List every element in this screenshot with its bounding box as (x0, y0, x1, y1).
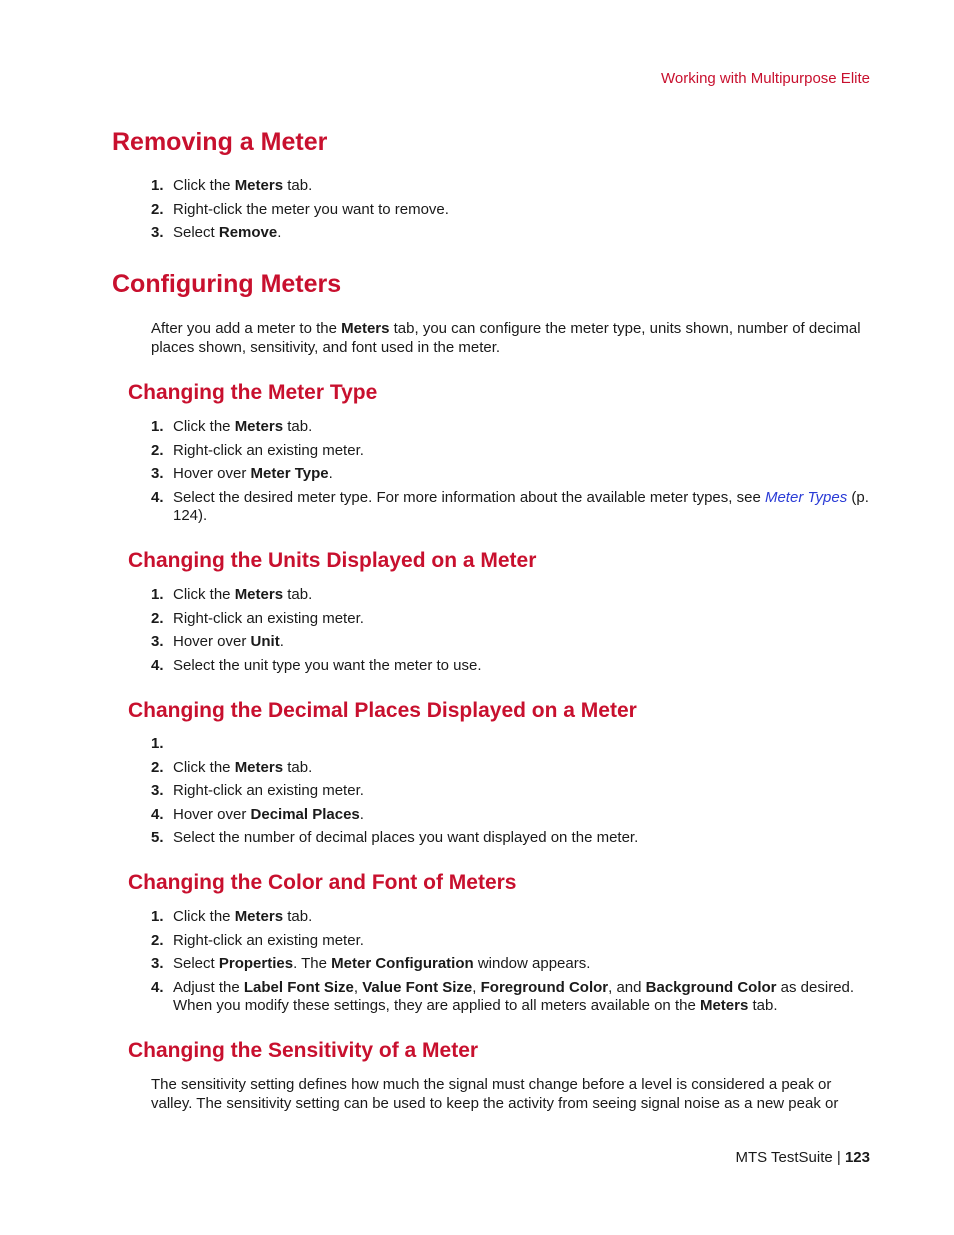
list-item: 3. Right-click an existing meter. (151, 782, 364, 799)
meter-types-link[interactable]: Meter Types (764, 488, 848, 506)
list-item: 4. Adjust the Label Font Size, Value Font Size, Foreground Color, and Background Color as desired. When you modify these settings, they are applied to all meters available on the Meters tab. (151, 978, 855, 1014)
list-item: 1. (151, 735, 164, 752)
list-item: 2. Right-click an existing meter. (151, 441, 364, 459)
steps-removing-meter (151, 177, 876, 243)
list-item: 3. Hover over Meter Type. (151, 465, 333, 482)
heading-color-font: Changing the Color and Font of Meters (128, 871, 517, 894)
heading-meter-type: Changing the Meter Type (128, 381, 378, 404)
list-item: 5. Select the number of decimal places you want displayed on the meter. (151, 829, 639, 846)
steps-decimal-places (151, 735, 876, 848)
list-item: 3. Select Remove. (151, 224, 282, 241)
list-item: 2. Right-click an existing meter. (151, 931, 364, 949)
list-item: 1. Click the Meters tab. (151, 418, 313, 435)
list-item: 3. Hover over Unit. (151, 633, 284, 650)
steps-units (151, 586, 876, 675)
configuring-intro: After you add a meter to the Meters tab, you can configure the meter type, units shown, number of decimal places shown, sensitivity, and font used in the meter. (151, 320, 861, 356)
footer-separator: | (832, 1149, 845, 1166)
list-item: 2. Click the Meters tab. (151, 758, 313, 776)
steps-color-font (151, 908, 876, 1016)
list-item: 2. Right-click an existing meter. (151, 609, 364, 627)
list-item: 1. Click the Meters tab. (151, 586, 313, 603)
list-item: 2. Right-click the meter you want to remove. (151, 200, 449, 218)
page-number: 123 (844, 1149, 870, 1166)
heading-configuring-meters: Configuring Meters (112, 270, 342, 298)
list-item: 4. Hover over Decimal Places. (151, 805, 364, 823)
list-item: 1. Click the Meters tab. (151, 908, 313, 925)
footer-product: MTS TestSuite (735, 1149, 833, 1166)
list-item: 4. Select the desired meter type. For more information about the available meter types, see Meter Types (p. 124). (151, 488, 869, 524)
running-header: Working with Multipurpose Elite (661, 70, 870, 87)
sensitivity-text: The sensitivity setting defines how much the signal must change before a level is considered a peak or valley. The sensitivity setting can be used to keep the activity from seeing signal noise as a new peak or (151, 1076, 839, 1112)
list-item: 1. Click the Meters tab. (151, 177, 313, 194)
page-footer (735, 1149, 870, 1166)
list-item: 4. Select the unit type you want the meter to use. (151, 656, 482, 674)
heading-sensitivity: Changing the Sensitivity of a Meter (128, 1039, 479, 1062)
list-item: 3. Select Properties. The Meter Configuration window appears. (151, 955, 591, 972)
steps-meter-type (151, 418, 876, 526)
heading-units: Changing the Units Displayed on a Meter (128, 549, 537, 572)
heading-decimal-places: Changing the Decimal Places Displayed on a Meter (128, 699, 637, 722)
heading-removing-meter: Removing a Meter (112, 128, 328, 156)
